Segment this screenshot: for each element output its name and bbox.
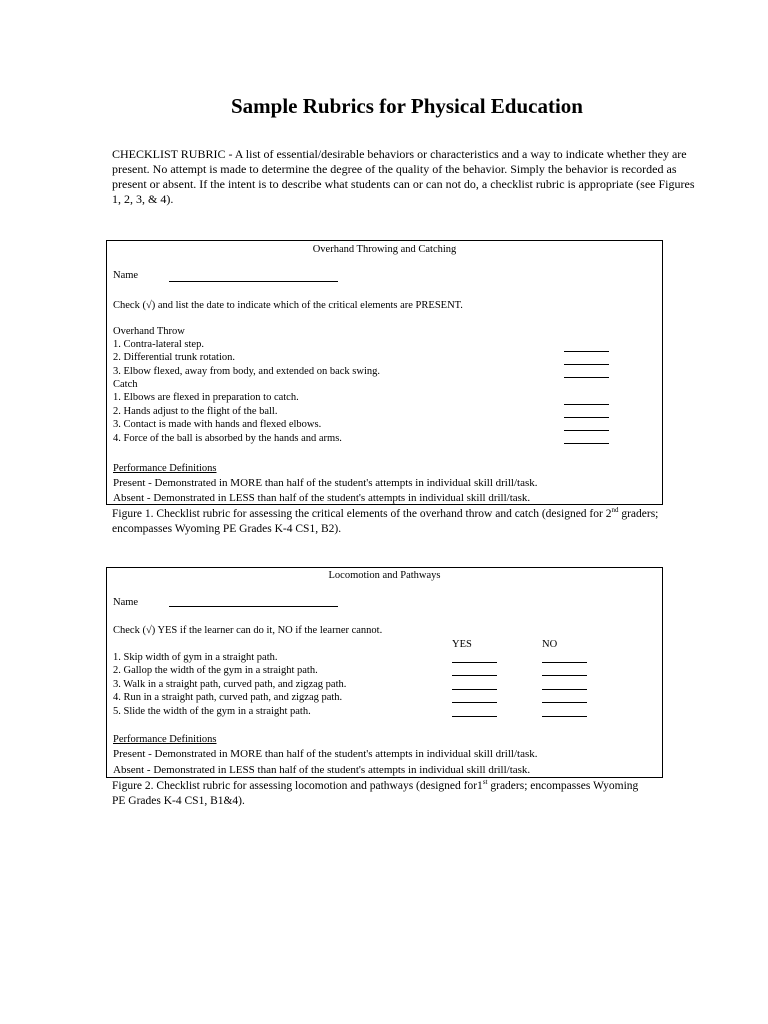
rubric1-throw-blank[interactable]	[564, 351, 609, 352]
rubric2-item: 4. Run in a straight path, curved path, and zigzag path.	[113, 692, 343, 703]
rubric1-instruction: Check (√) and list the date to indicate which of the critical elements are PRESENT.	[113, 300, 463, 311]
page-title: Sample Rubrics for Physical Education	[231, 94, 583, 118]
intro-paragraph: CHECKLIST RUBRIC - A list of essential/desirable behaviors or characteristics and a way to indicate whether they are present. No attempt is made to determine the degree of the quality of the behavior. Simply the behavior is recorded as present or absent. If the intent is to describe what students can or can not do, a checklist rubric is appropriate (see Figures 1, 2, 3, & 4).	[112, 147, 695, 206]
rubric2-no-blank[interactable]	[542, 716, 587, 717]
rubric2-yes-blank[interactable]	[452, 662, 497, 663]
rubric2-yes-blank[interactable]	[452, 716, 497, 717]
figure2-caption-text: Figure 2. Checklist rubric for assessing locomotion and pathways (designed for1	[112, 780, 483, 792]
rubric2-no-header: NO	[542, 639, 558, 650]
rubric2-instruction: Check (√) YES if the learner can do it, NO if the learner cannot.	[113, 625, 383, 636]
rubric1-throw-item: 1. Contra-lateral step.	[113, 339, 204, 350]
rubric2-present-def: Present - Demonstrated in MORE than half of the student's attempts in individual skill drill/task.	[113, 748, 538, 760]
figure2-caption	[112, 779, 652, 809]
rubric2-absent-def: Absent - Demonstrated in LESS than half of the student's attempts in individual skill drill/task.	[113, 764, 531, 776]
rubric1-throw-heading: Overhand Throw	[113, 326, 185, 337]
rubric2-title: Locomotion and Pathways	[328, 570, 441, 581]
rubric1-catch-item: 4. Force of the ball is absorbed by the hands and arms.	[113, 433, 342, 444]
rubric2-yes-blank[interactable]	[452, 702, 497, 703]
rubric2-name-label: Name	[113, 597, 139, 608]
rubric2-item: 1. Skip width of gym in a straight path.	[113, 652, 278, 663]
rubric2-no-blank[interactable]	[542, 689, 587, 690]
rubric1-present-def: Present - Demonstrated in MORE than half of the student's attempts in individual skill drill/task.	[113, 477, 538, 489]
rubric2-item: 2. Gallop the width of the gym in a straight path.	[113, 665, 318, 676]
rubric1-perf-heading: Performance Definitions	[113, 463, 217, 474]
rubric1-name-line[interactable]	[169, 281, 338, 282]
rubric2-no-blank[interactable]	[542, 662, 587, 663]
rubric2-yes-blank[interactable]	[452, 689, 497, 690]
rubric1-throw-blank[interactable]	[564, 377, 609, 378]
rubric1-catch-item: 1. Elbows are flexed in preparation to catch.	[113, 392, 299, 403]
rubric2-perf-heading: Performance Definitions	[113, 734, 217, 745]
figure2-caption-sup: st	[482, 778, 488, 787]
figure1-caption-text-end: graders; encompasses Wyoming PE Grades K-4 CS1, B2).	[112, 508, 659, 535]
rubric2-item: 5. Slide the width of the gym in a straight path.	[113, 706, 311, 717]
rubric2-no-blank[interactable]	[542, 702, 587, 703]
rubric1-catch-item: 2. Hands adjust to the flight of the ball.	[113, 406, 278, 417]
rubric1-throw-blank[interactable]	[564, 364, 609, 365]
rubric1-catch-blank[interactable]	[564, 404, 609, 405]
rubric1-catch-blank[interactable]	[564, 443, 609, 444]
rubric1-throw-item: 3. Elbow flexed, away from body, and extended on back swing.	[113, 366, 380, 377]
figure1-caption-sup: nd	[611, 506, 619, 515]
rubric2-yes-blank[interactable]	[452, 675, 497, 676]
rubric1-catch-blank[interactable]	[564, 430, 609, 431]
rubric2-yes-header: YES	[452, 639, 472, 650]
rubric1-catch-heading: Catch	[113, 379, 138, 390]
figure1-caption-text: Figure 1. Checklist rubric for assessing the critical elements of the overhand throw and catch (designed for 2	[112, 508, 612, 520]
rubric2-no-blank[interactable]	[542, 675, 587, 676]
figure1-caption	[112, 507, 672, 537]
rubric1-catch-item: 3. Contact is made with hands and flexed elbows.	[113, 419, 322, 430]
rubric1-name-label: Name	[113, 270, 139, 281]
rubric1-catch-blank[interactable]	[564, 417, 609, 418]
figure2-caption-text-end: graders; encompasses Wyoming PE Grades K-4 CS1, B1&4).	[112, 780, 639, 807]
rubric1-throw-item: 2. Differential trunk rotation.	[113, 352, 235, 363]
rubric2-item: 3. Walk in a straight path, curved path, and zigzag path.	[113, 679, 347, 690]
rubric2-name-line[interactable]	[169, 606, 338, 607]
rubric1-absent-def: Absent - Demonstrated in LESS than half of the student's attempts in individual skill drill/task.	[113, 492, 531, 504]
rubric1-title: Overhand Throwing and Catching	[312, 244, 457, 255]
